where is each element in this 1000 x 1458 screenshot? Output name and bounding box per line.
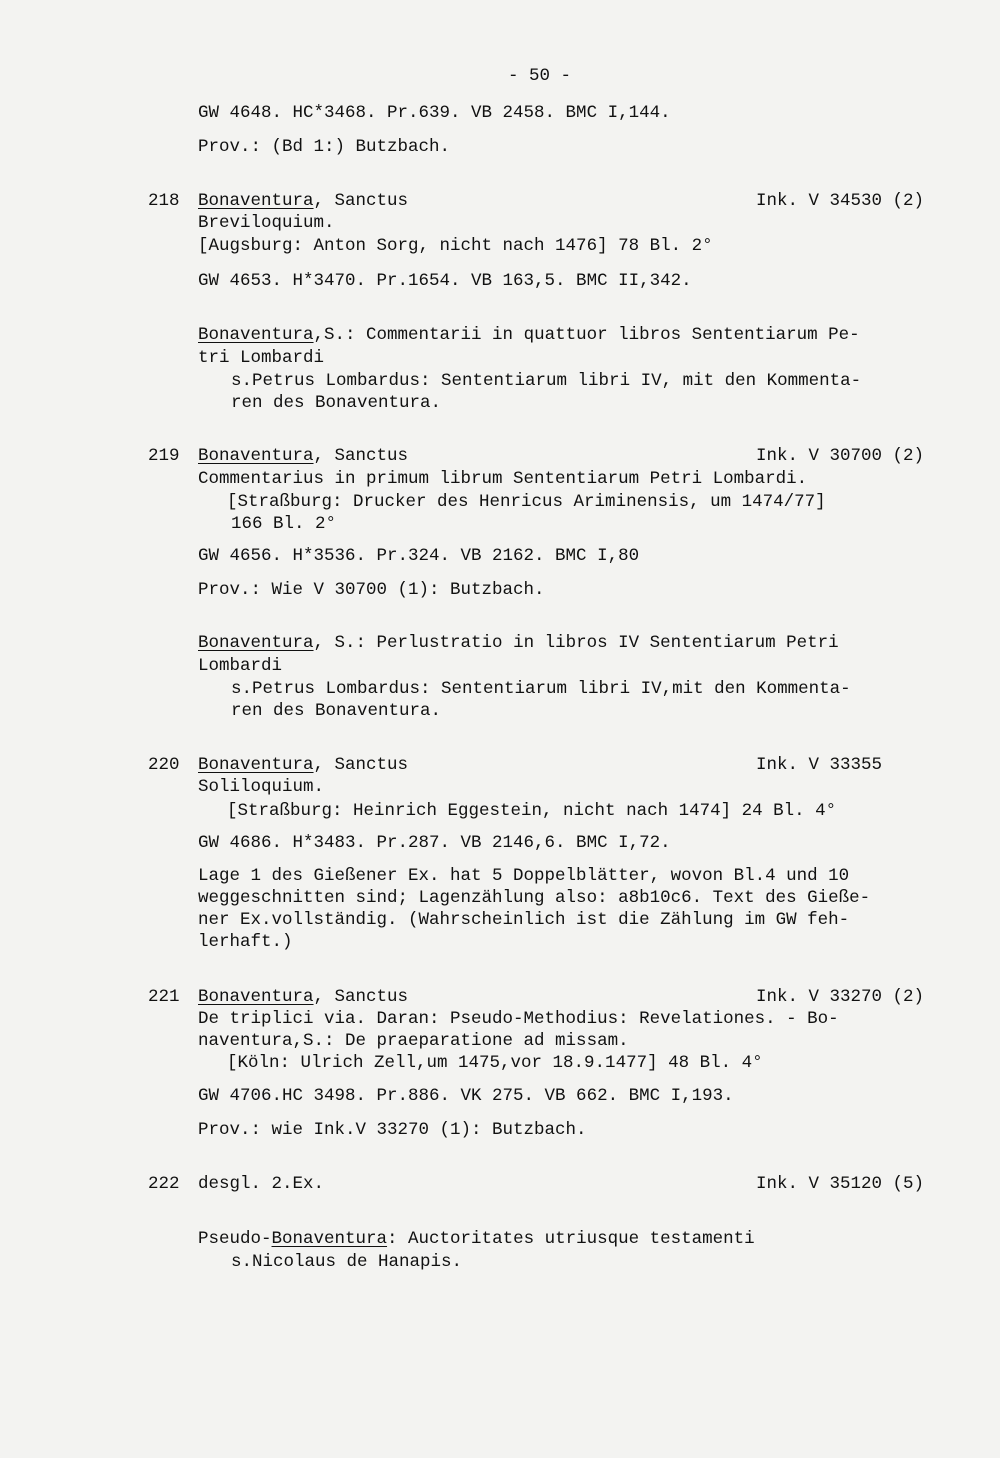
entry-heading: desgl. 2.Ex. bbox=[198, 1174, 325, 1194]
cross-reference-line: Lombardi bbox=[198, 656, 283, 676]
heading-rest: : Auctoritates utriusque testamenti bbox=[387, 1229, 755, 1249]
author-suffix: , Sanctus bbox=[313, 191, 409, 211]
refs-line: GW 4686. H*3483. Pr.287. VB 2146,6. BMC I,72. bbox=[198, 833, 671, 853]
imprint-line: [Augsburg: Anton Sorg, nicht nach 1476] 78 Bl. 2° bbox=[198, 236, 713, 256]
entry-heading bbox=[198, 987, 408, 1007]
cross-reference-line: tri Lombardi bbox=[198, 348, 325, 368]
cross-reference-line: ren des Bonaventura. bbox=[231, 393, 442, 413]
provenance-line: Prov.: wie Ink.V 33270 (1): Butzbach. bbox=[198, 1120, 587, 1140]
refs-line: GW 4653. H*3470. Pr.1654. VB 163,5. BMC II,342. bbox=[198, 271, 692, 291]
cross-reference-line: ren des Bonaventura. bbox=[231, 701, 442, 721]
author-suffix: , Sanctus bbox=[313, 446, 409, 466]
cross-reference-heading bbox=[198, 633, 839, 653]
page-number: - 50 - bbox=[508, 66, 572, 86]
author-suffix: , Sanctus bbox=[313, 755, 409, 775]
note-line: weggeschnitten sind; Lagenzählung also: a8b10c6. Text des Gieße- bbox=[198, 888, 871, 908]
heading-prefix: Pseudo- bbox=[198, 1229, 272, 1249]
author-name: Bonaventura bbox=[198, 191, 314, 211]
cross-reference-heading bbox=[198, 325, 860, 345]
entry-title: Breviloquium. bbox=[198, 213, 335, 233]
entry-title: Soliloquium. bbox=[198, 777, 325, 797]
author-name: Bonaventura bbox=[198, 446, 314, 466]
author-name: Bonaventura bbox=[198, 987, 314, 1007]
entry-number: 220 bbox=[148, 755, 180, 775]
imprint-line: [Straßburg: Drucker des Henricus Ariminensis, um 1474/77] bbox=[227, 492, 826, 512]
entry-heading bbox=[198, 191, 408, 211]
note-line: Lage 1 des Gießener Ex. hat 5 Doppelblätter, wovon Bl.4 und 10 bbox=[198, 866, 850, 886]
entry-title: Commentarius in primum librum Sententiarum Petri Lombardi. bbox=[198, 469, 808, 489]
heading-rest: ,S.: Commentarii in quattuor libros Sententiarum Pe- bbox=[313, 325, 860, 345]
author-name: Bonaventura bbox=[271, 1229, 388, 1249]
refs-line: GW 4656. H*3536. Pr.324. VB 2162. BMC I,80 bbox=[198, 546, 640, 566]
imprint-line: 166 Bl. 2° bbox=[231, 514, 337, 534]
provenance-line: Prov.: Wie V 30700 (1): Butzbach. bbox=[198, 580, 545, 600]
cross-reference-line: s.Petrus Lombardus: Sententiarum libri IV,mit den Kommenta- bbox=[231, 679, 851, 699]
entry-title: De triplici via. Daran: Pseudo-Methodius: Revelationes. - Bo- bbox=[198, 1009, 839, 1029]
author-name: Bonaventura bbox=[198, 755, 314, 775]
entry-heading bbox=[198, 446, 408, 466]
inventory-number: Ink. V 33270 (2) bbox=[756, 987, 925, 1007]
entry-number: 219 bbox=[148, 446, 180, 466]
inventory-number: Ink. V 33355 bbox=[756, 755, 883, 775]
entry-number: 222 bbox=[148, 1174, 180, 1194]
cross-reference-line: s.Petrus Lombardus: Sententiarum libri IV, mit den Kommenta- bbox=[231, 371, 862, 391]
note-line: ner Ex.vollständig. (Wahrscheinlich ist die Zählung im GW feh- bbox=[198, 910, 850, 930]
author-suffix: , Sanctus bbox=[313, 987, 409, 1007]
inventory-number: Ink. V 34530 (2) bbox=[756, 191, 925, 211]
entry-title: naventura,S.: De praeparatione ad missam. bbox=[198, 1031, 629, 1051]
refs-line: GW 4648. HC*3468. Pr.639. VB 2458. BMC I,144. bbox=[198, 103, 671, 123]
provenance-line: Prov.: (Bd 1:) Butzbach. bbox=[198, 137, 451, 157]
cross-reference-heading bbox=[198, 1229, 755, 1249]
entry-number: 218 bbox=[148, 191, 180, 211]
entry-heading bbox=[198, 755, 408, 775]
heading-rest: , S.: Perlustratio in libros IV Sententiarum Petri bbox=[313, 633, 839, 653]
entry-number: 221 bbox=[148, 987, 180, 1007]
author-name: Bonaventura bbox=[198, 325, 314, 345]
inventory-number: Ink. V 30700 (2) bbox=[756, 446, 925, 466]
note-line: lerhaft.) bbox=[198, 932, 293, 952]
refs-line: GW 4706.HC 3498. Pr.886. VK 275. VB 662. BMC I,193. bbox=[198, 1086, 734, 1106]
imprint-line: [Köln: Ulrich Zell,um 1475,vor 18.9.1477] 48 Bl. 4° bbox=[227, 1053, 763, 1073]
imprint-line: [Straßburg: Heinrich Eggestein, nicht nach 1474] 24 Bl. 4° bbox=[227, 801, 837, 821]
inventory-number: Ink. V 35120 (5) bbox=[756, 1174, 925, 1194]
cross-reference-line: s.Nicolaus de Hanapis. bbox=[231, 1252, 463, 1272]
author-name: Bonaventura bbox=[198, 633, 314, 653]
